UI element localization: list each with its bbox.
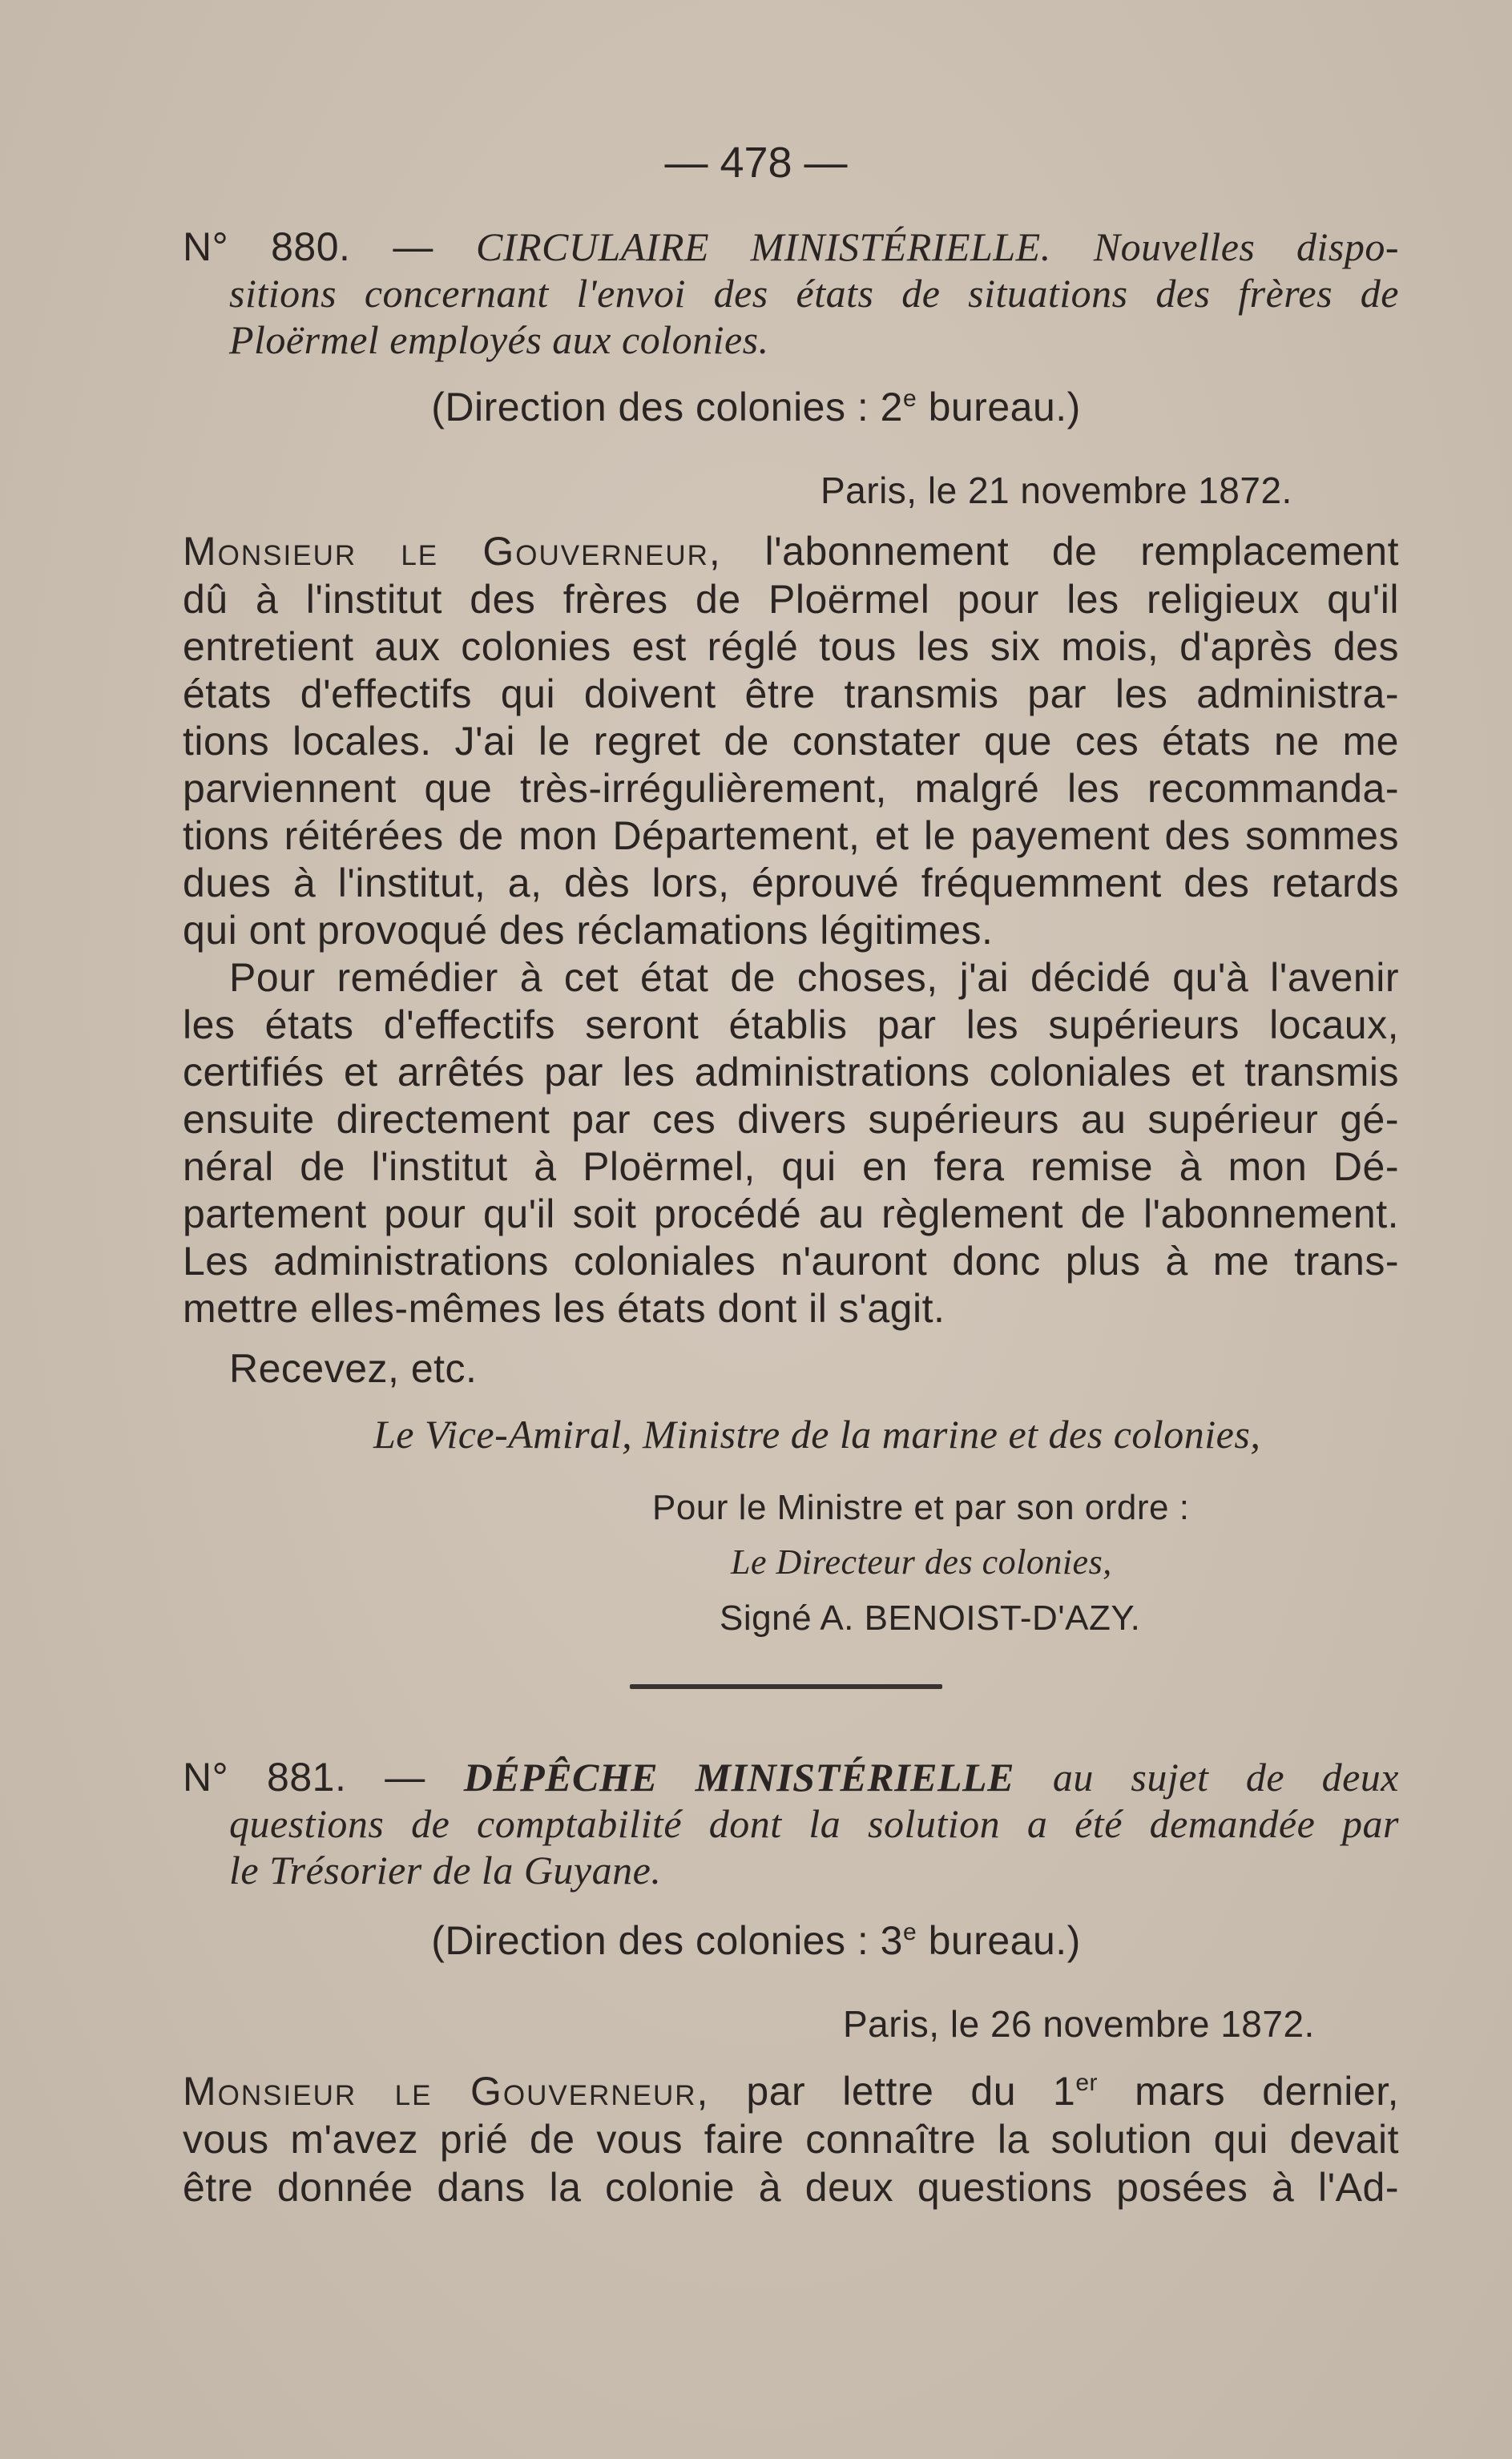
doc881-dateline: Paris, le 26 novembre 1872.: [843, 2003, 1315, 2045]
doc880-signatory: Le Vice-Amiral, Ministre de la marine et des colonies,: [373, 1412, 1261, 1457]
page-number: — 478 —: [664, 139, 848, 187]
doc880-heading-line-3: Ploërmel employés aux colonies.: [229, 317, 769, 362]
doc880-number: N° 880. —: [183, 224, 433, 269]
doc881-direction: (Direction des colonies : 3e bureau.): [431, 1918, 1081, 1963]
doc880-p2-line-6: partement pour qu'il soit procédé au règlement de l'abonnement.: [183, 1191, 1399, 1236]
section-divider: [630, 1684, 942, 1689]
doc880-p2-line-4: ensuite directement par ces divers supérieurs au supérieur gé-: [183, 1097, 1399, 1142]
doc881-title: DÉPÊCHE MINISTÉRIELLE: [463, 1755, 1014, 1800]
doc880-p1-line-8: dues à l'institut, a, dès lors, éprouvé fréquemment des retards: [183, 861, 1399, 905]
doc880-p1-line-7: tions réitérées de mon Département, et le payement des sommes: [183, 813, 1399, 858]
doc880-p2-line-7: Les administrations coloniales n'auront donc plus à me trans-: [183, 1239, 1399, 1284]
doc880-p2-line-8: mettre elles-mêmes les états dont il s'agit.: [183, 1286, 946, 1331]
doc881-salutation: Monsieur le Gouverneur,: [183, 2069, 710, 2114]
doc880-p2-line-2: les états d'effectifs seront établis par les supérieurs locaux,: [183, 1002, 1399, 1047]
doc880-heading-line-2: sitions concernant l'envoi des états de situations des frères de: [229, 271, 1399, 316]
doc881-p1-line-1: Monsieur le Gouverneur, par lettre du 1er mars dernier,: [183, 2069, 1399, 2114]
doc881-p1-line-3: être donnée dans la colonie à deux questions posées à l'Ad-: [183, 2165, 1399, 2210]
doc880-p2-line-5: néral de l'institut à Ploërmel, qui en fera remise à mon Dé-: [183, 1144, 1399, 1189]
doc880-direction: (Direction des colonies : 2e bureau.): [431, 385, 1081, 429]
doc880-director: Le Directeur des colonies,: [731, 1542, 1112, 1582]
doc881-heading-line-3: le Trésorier de la Guyane.: [229, 1848, 662, 1893]
doc880-p1-line-5: tions locales. J'ai le regret de constater que ces états ne me: [183, 719, 1399, 764]
doc880-heading-line-1: [183, 223, 1399, 271]
doc880-p1-line-3: entretient aux colonies est réglé tous les six mois, d'après des: [183, 624, 1399, 669]
doc880-for-minister: Pour le Ministre et par son ordre :: [652, 1488, 1190, 1527]
doc880-p1-line-4: états d'effectifs qui doivent être transmis par les administra-: [183, 671, 1399, 716]
doc880-p2-line-1: Pour remédier à cet état de choses, j'ai décidé qu'à l'avenir: [229, 955, 1399, 1000]
doc880-p1-line-9: qui ont provoqué des réclamations légitimes.: [183, 908, 994, 953]
doc880-title: CIRCULAIRE MINISTÉRIELLE.: [475, 224, 1051, 269]
doc881-p1-line-2: vous m'avez prié de vous faire connaître la solution qui devait: [183, 2117, 1399, 2162]
doc880-closing: Recevez, etc.: [229, 1346, 478, 1391]
doc880-p2-line-3: certifiés et arrêtés par les administrations coloniales et transmis: [183, 1050, 1399, 1094]
doc880-p1-line-1: Monsieur le Gouverneur, l'abonnement de remplacement: [183, 529, 1399, 574]
doc880-dateline: Paris, le 21 novembre 1872.: [821, 470, 1292, 511]
doc881-heading-line-2: questions de comptabilité dont la solution a été demandée par: [229, 1801, 1399, 1846]
doc880-p1-line-6: parviennent que très-irrégulièrement, malgré les recommanda-: [183, 766, 1399, 811]
doc881-number: N° 881. —: [183, 1755, 425, 1800]
doc880-signed: Signé A. BENOIST-D'AZY.: [720, 1598, 1141, 1638]
doc881-heading-line-1: [183, 1753, 1399, 1801]
doc881-heading-rest: au sujet de deux: [1052, 1755, 1399, 1800]
doc880-p1-line-2: dû à l'institut des frères de Ploërmel pour les religieux qu'il: [183, 577, 1399, 622]
doc880-salutation: Monsieur le Gouverneur,: [183, 529, 722, 574]
doc880-heading-rest: Nouvelles dispo-: [1093, 224, 1399, 269]
